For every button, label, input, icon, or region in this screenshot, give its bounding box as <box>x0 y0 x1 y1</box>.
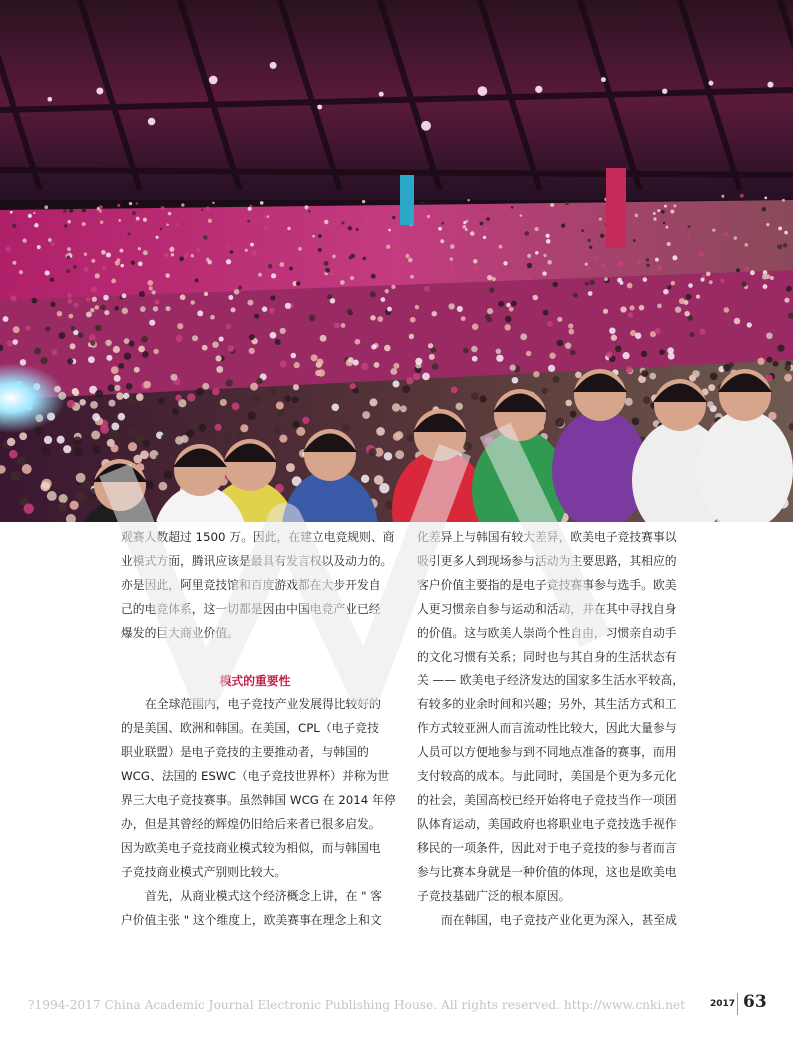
text-line: 的文化习惯有关系；同时也与其自身的生活状态有 <box>417 649 677 664</box>
text-line: 人更习惯亲自参与运动和活动，并在其中寻找自身 <box>417 601 677 616</box>
text-line: 户价值主张 " 这个维度上，欧美赛事在理念上和文 <box>121 912 382 927</box>
text-line: 在全球范围内，电子竞技产业发展得比较好的 <box>145 697 381 712</box>
text-line: 子竞技商业模式产别则比较大。 <box>121 864 287 879</box>
text-line: 的价值。这与欧美人崇尚个性自由，习惯亲自动手 <box>417 625 677 640</box>
text-line: 办，但是其曾经的辉煌仍旧给后来者已很多启发。 <box>121 816 381 831</box>
text-line: 的社会，美国高校已经开始将电子竞技当作一项团 <box>417 792 677 807</box>
text-line: 首先，从商业模式这个经济概念上讲，在 " 客 <box>145 888 383 903</box>
text-line: 移民的一项条件，因此对于电子竞技的参与者而言 <box>417 840 677 855</box>
text-line: 观赛人数超过 1500 万。因此，在建立电竞规则、商 <box>121 530 395 544</box>
text-line: 化差异上与韩国有较大差异，欧美电子竞技赛事以 <box>417 530 677 544</box>
text-line: 队体育运动，美国政府也将职业电子竞技选手视作 <box>417 816 677 831</box>
page-number-separator <box>737 993 738 1015</box>
text-line: 的是美国、欧洲和韩国。在美国，CPL（电子竞技 <box>121 721 379 736</box>
text-line: 爆发的巨大商业价值。 <box>121 625 239 640</box>
left-text-column <box>121 526 396 933</box>
text-line: 职业联盟）是电子竞技的主要推动者，与韩国的 <box>121 745 369 760</box>
text-line: 己的电竞体系，这一切都是因由中国电竞产业已经 <box>121 601 381 616</box>
text-line: 子竞技基础广泛的根本原因。 <box>417 888 571 903</box>
right-text-column <box>417 526 689 932</box>
text-line: 客户价值主要指的是电子竞技赛事参与选手。欧美 <box>417 577 677 592</box>
text-line: 亦是因此，阿里竞技馆和百度游戏都在大步开发自 <box>121 577 381 592</box>
text-line: 支付较高的成本。与此同时，美国是个更为多元化 <box>417 769 677 784</box>
section-heading: 模式的重要性 <box>219 673 291 688</box>
text-line: 参与比赛本身就是一种价值的体现，这也是欧美电 <box>417 864 677 879</box>
text-line: 吸引更多人到现场参与活动为主要思路，其相应的 <box>417 553 677 568</box>
text-line: 有较多的业余时间和兴趣；另外，其生活方式和工 <box>417 697 677 712</box>
text-line: WCG、法国的 ESWC（电子竞技世界杯）并称为世 <box>121 769 390 784</box>
text-line: 界三大电子竞技赛事。虽然韩国 WCG 在 2014 年停 <box>121 793 396 808</box>
text-line: 关 —— 欧美电子经济发达的国家多生活水平较高， <box>417 673 685 688</box>
text-line: 因为欧美电子竞技商业模式较为相似，而与韩国电 <box>121 840 381 855</box>
text-line: 作方式较亚洲人而言流动性比较大，因此大量参与 <box>417 721 677 736</box>
text-line: 业模式方面，腾讯应该是最具有发言权以及动力的。 <box>121 553 393 568</box>
text-line: 而在韩国，电子竞技产业化更为深入，甚至成 <box>441 912 677 927</box>
copyright-notice: ?1994-2017 China Academic Journal Electronic Publishing House. All rights reserved. http://www.cnki.net <box>28 998 686 1012</box>
text-line: 人员可以方便地参与到不同地点准备的赛事，而用 <box>417 745 677 760</box>
issue-year: 2017 <box>710 999 736 1009</box>
page-number: 63 <box>743 992 767 1012</box>
